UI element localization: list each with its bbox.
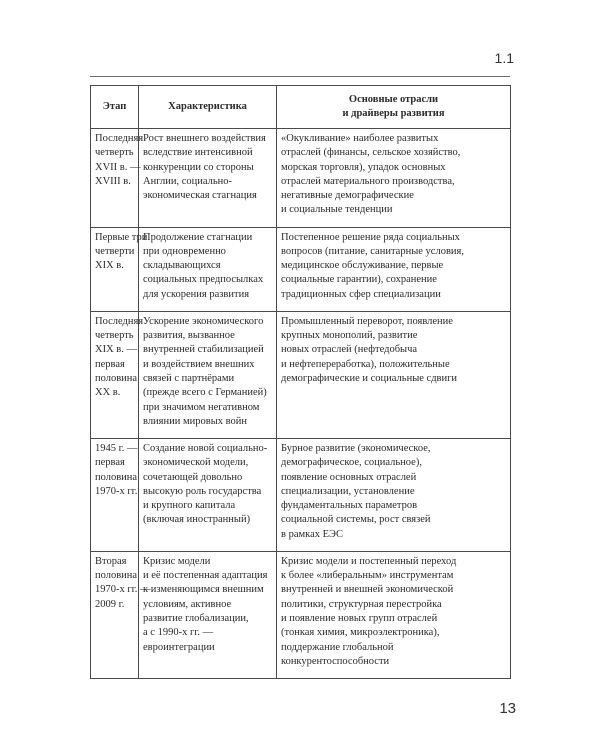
cell-line: (прежде всего с Германией) <box>143 387 267 399</box>
header-characteristic <box>139 86 277 129</box>
cell-line: связей с партнёрами <box>143 372 235 384</box>
cell-line: экономическая стагнация <box>143 190 257 202</box>
cell-line: конкуренции со стороны <box>143 161 254 173</box>
table-row <box>91 439 511 552</box>
cell-line: экономической модели, <box>143 457 249 469</box>
characteristic-cell <box>139 311 277 438</box>
cell-line: Рост внешнего воздействия <box>143 133 266 144</box>
stage-cell <box>91 311 144 438</box>
cell-line: четверть <box>95 330 134 342</box>
cell-line: (включая иностранный) <box>143 514 251 526</box>
cell-line: морская торговля), упадок основных <box>281 161 446 173</box>
cell-line: Вторая <box>95 555 127 567</box>
stages-table <box>90 85 511 679</box>
table-row <box>91 227 511 311</box>
cell-line: социальных предпосылках <box>143 274 264 286</box>
cell-line: Кризис модели и постепенный переход <box>281 555 457 567</box>
cell-line: четверти <box>95 245 135 257</box>
cell-line: Бурное развитие (экономическое, <box>281 443 431 455</box>
cell-line: первая <box>95 358 125 370</box>
cell-line: и нефтепереработка), положительные <box>281 358 450 370</box>
cell-line: специализации, установление <box>281 485 415 497</box>
cell-line: XIX в. — <box>95 344 137 356</box>
cell-line: в рамках ЕЭС <box>281 528 343 540</box>
page-number: 13 <box>499 700 516 717</box>
table-header <box>91 86 511 129</box>
cell-line: негативные демографические <box>281 190 414 202</box>
cell-line: высокую роль государства <box>143 485 262 497</box>
cell-line: XVII в. — <box>95 161 141 173</box>
cell-line: 1945 г. — <box>95 443 138 455</box>
characteristic-cell <box>139 551 277 678</box>
cell-line: и крупного капитала <box>143 500 236 512</box>
header-drivers-line: Основные отрасли <box>348 93 439 105</box>
cell-line: поддержание глобальной <box>281 641 394 653</box>
cell-line: Промышленный переворот, появление <box>281 315 453 327</box>
cell-line: 1970-х гг. — <box>95 584 151 596</box>
cell-line: социальные гарантии), сохранение <box>281 274 437 286</box>
drivers-cell <box>277 551 511 678</box>
header-drivers-line: и драйверы развития <box>342 108 445 119</box>
cell-line: и её постепенная адаптация <box>143 570 268 582</box>
cell-line: евроинтеграции <box>143 641 215 653</box>
cell-line: складывающихся <box>143 260 221 272</box>
cell-line: условиям, активное <box>143 598 232 610</box>
cell-line: демографическое, социальное), <box>281 457 422 469</box>
cell-line: демографические и социальные сдвиги <box>281 372 458 384</box>
cell-line: вследствие интенсивной <box>143 147 253 159</box>
header-rule <box>90 76 510 77</box>
cell-line: внутренней и внешней экономической <box>281 584 454 596</box>
cell-line: Создание новой социально- <box>143 443 268 455</box>
cell-line: при значимом негативном <box>143 401 260 413</box>
cell-line: влиянии мировых войн <box>143 415 248 427</box>
table-row <box>91 551 511 678</box>
cell-line: для ускорения развития <box>143 288 250 300</box>
cell-line: новых отраслей (нефтедобыча <box>281 344 418 356</box>
cell-line: Продолжение стагнации <box>143 231 253 243</box>
header-characteristic-line: Характеристика <box>168 100 247 112</box>
cell-line: появление основных отраслей <box>281 471 417 483</box>
cell-line: XIX в. <box>95 260 124 272</box>
stage-cell <box>91 227 148 311</box>
cell-line: 1970-х гг. <box>95 485 138 497</box>
cell-line: традиционных сфер специализации <box>281 288 441 300</box>
drivers-cell <box>277 439 511 552</box>
cell-line: Англии, социально- <box>143 175 232 187</box>
cell-line: внутренней стабилизацией <box>143 344 264 356</box>
cell-line: развития, вызванное <box>143 330 235 342</box>
characteristic-cell <box>139 129 277 228</box>
cell-line: «Окукливание» наиболее развитых <box>281 133 439 144</box>
cell-line: XVIII в. <box>95 175 131 187</box>
cell-line: вопросов (питание, санитарные условия, <box>281 245 464 257</box>
cell-line: медицинское обслуживание, первые <box>281 260 444 272</box>
drivers-cell <box>277 129 511 228</box>
cell-line: половина <box>95 471 138 483</box>
cell-line: отраслей материального производства, <box>281 175 455 187</box>
cell-line: политики, структурная перестройка <box>281 598 442 610</box>
drivers-cell <box>277 227 511 311</box>
cell-line: и социальные тенденции <box>281 204 393 216</box>
cell-line: Последняя <box>95 315 144 327</box>
cell-line: и воздействием внешних <box>143 358 255 370</box>
cell-line: к изменяющимся внешним <box>143 584 264 596</box>
cell-line: отраслей (финансы, сельское хозяйство, <box>281 147 461 159</box>
cell-line: Первые три <box>95 231 148 243</box>
table-row <box>91 129 511 228</box>
cell-line: Кризис модели <box>143 555 211 567</box>
cell-line: при одновременно <box>143 245 226 257</box>
cell-line: к более «либеральным» инструментам <box>281 570 454 582</box>
cell-line: развитие глобализации, <box>143 612 249 624</box>
cell-line: половина <box>95 372 138 384</box>
header-drivers <box>277 86 511 129</box>
table-body <box>91 129 511 679</box>
cell-line: фундаментальных параметров <box>281 500 418 512</box>
cell-line: сочетающей довольно <box>143 471 243 483</box>
cell-line: Ускорение экономического <box>143 315 264 327</box>
table-row <box>91 311 511 438</box>
cell-line: 2009 г. <box>95 598 125 610</box>
header-row <box>91 86 511 129</box>
cell-line: Последняя <box>95 133 144 144</box>
cell-line: XX в. <box>95 387 121 399</box>
characteristic-cell <box>139 439 277 552</box>
cell-line: четверть <box>95 147 134 159</box>
cell-line: а с 1990-х гг. — <box>143 627 214 639</box>
header-stage-line: Этап <box>102 100 127 112</box>
cell-line: (тонкая химия, микроэлектроника), <box>281 627 440 639</box>
cell-line: конкурентоспособности <box>281 655 390 667</box>
drivers-cell <box>277 311 511 438</box>
stage-cell <box>91 439 139 552</box>
cell-line: Постепенное решение ряда социальных <box>281 231 460 243</box>
cell-line: половина <box>95 570 138 582</box>
header-stage <box>91 86 139 129</box>
cell-line: и появление новых групп отраслей <box>281 612 438 624</box>
characteristic-cell <box>139 227 277 311</box>
cell-line: первая <box>95 457 125 469</box>
section-number: 1.1 <box>494 50 514 66</box>
stage-cell <box>91 551 151 678</box>
cell-line: крупных монополий, развитие <box>281 330 418 342</box>
stage-cell <box>91 129 144 228</box>
cell-line: социальной системы, рост связей <box>281 514 431 526</box>
